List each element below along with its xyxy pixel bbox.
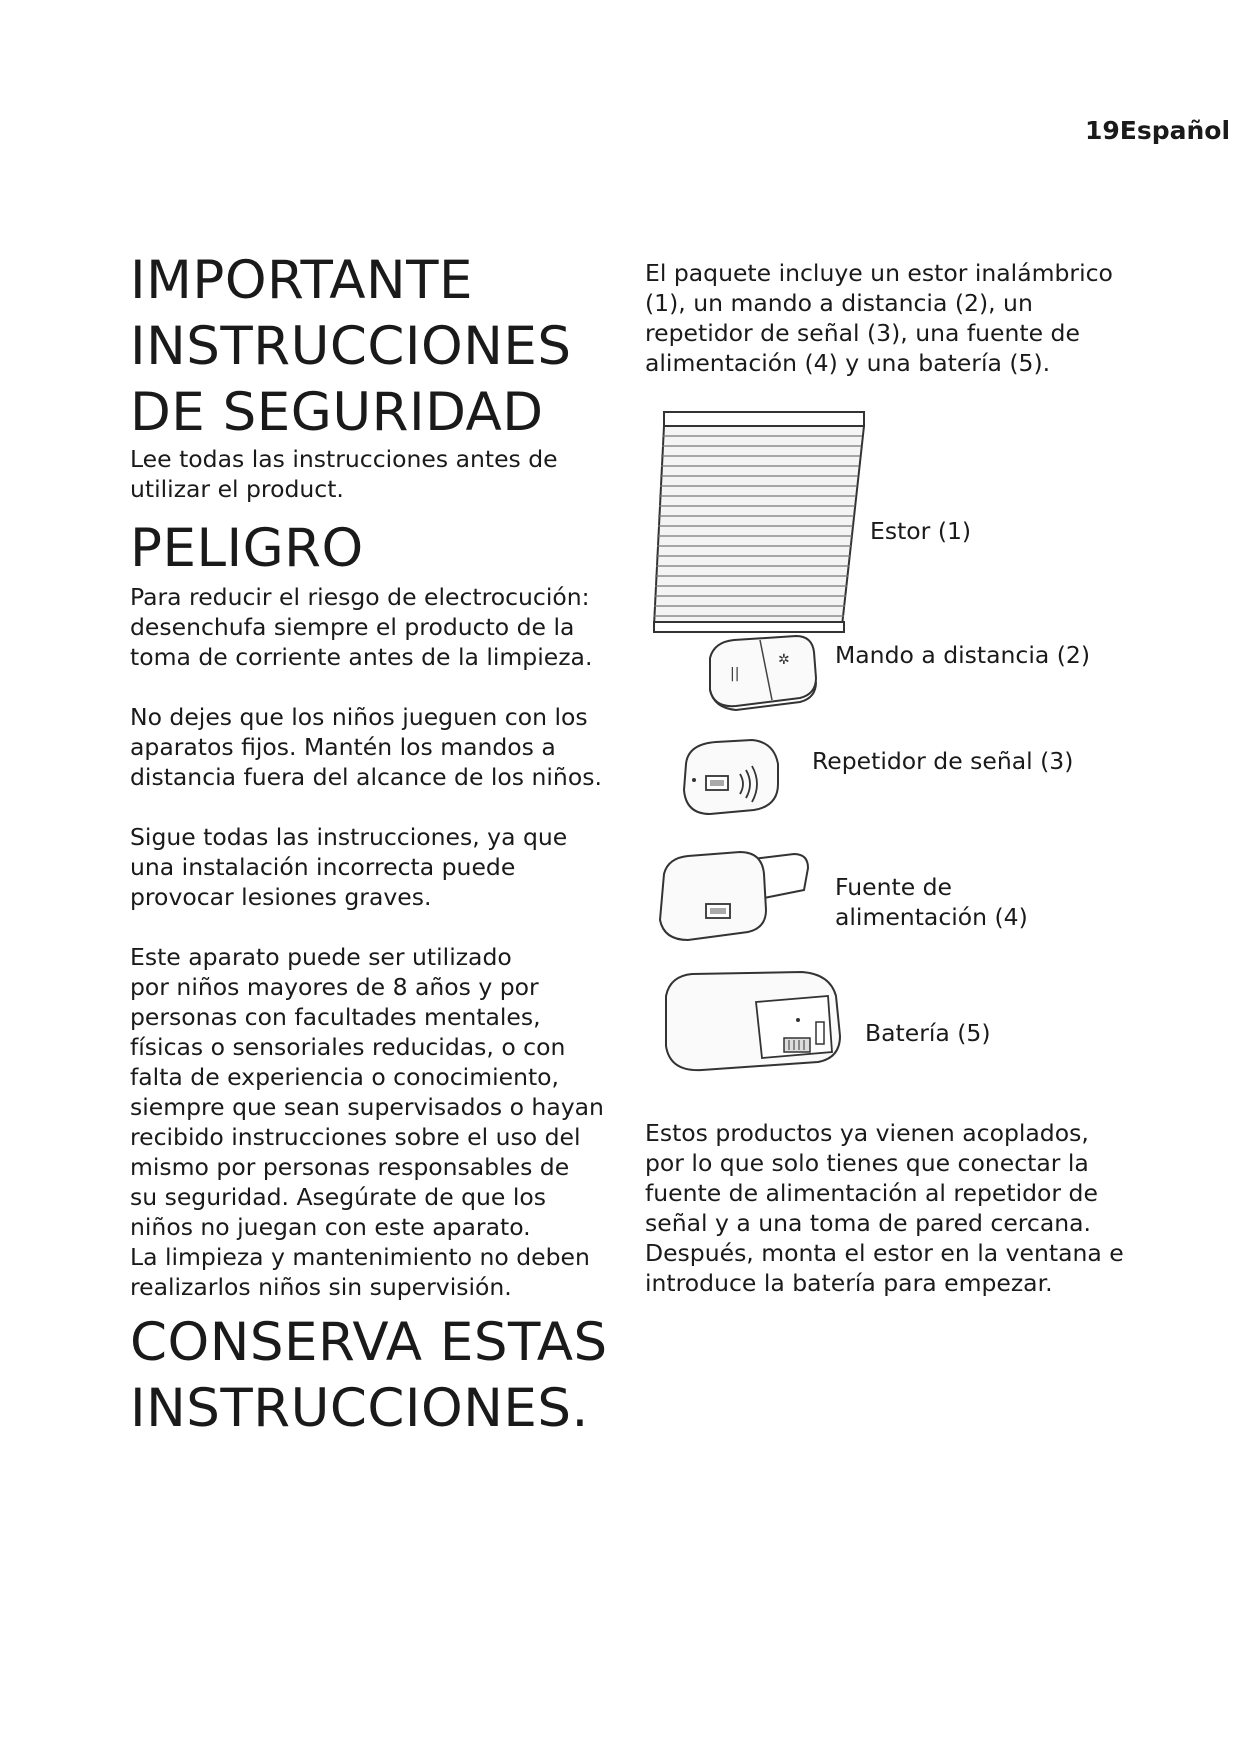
- keep-instructions-title: CONSERVA ESTAS INSTRUCCIONES.: [130, 1312, 608, 1439]
- page-number-language: 19Español: [1085, 116, 1231, 145]
- setup-instructions-block: [645, 1118, 1165, 1298]
- remote-control-icon: [700, 628, 820, 718]
- safety-column: [130, 248, 610, 1442]
- installation-warning: Sigue todas las instrucciones, ya que una instalación incorrecta puede provocar lesiones graves.: [130, 823, 568, 911]
- power-supply-icon: [644, 840, 814, 950]
- battery-icon: [652, 966, 852, 1076]
- safety-title: IMPORTANTE INSTRUCCIONES DE SEGURIDAD: [130, 250, 572, 443]
- package-contents-intro-block: [645, 258, 1165, 378]
- svg-text:✲: ✲: [778, 652, 790, 668]
- signal-repeater-label: Repetidor de señal (3): [812, 747, 1074, 775]
- svg-text:||: ||: [730, 666, 740, 682]
- setup-instructions: Estos productos ya vienen acoplados, por lo que solo tienes que conectar la fuente de alimentación al repetidor de señal y a una toma de pared cercana. Después, monta el estor en la ventana e introduce la batería para empezar.: [645, 1119, 1124, 1297]
- package-contents-intro: El paquete incluye un estor inalámbrico (1), un mando a distancia (2), un repetidor de señal (3), una fuente de alimentación (4) y una batería (5).: [645, 259, 1113, 377]
- children-warning: No dejes que los niños jueguen con los aparatos fijos. Mantén los mandos a distancia fuera del alcance de los niños.: [130, 703, 602, 791]
- remote-control-label: Mando a distancia (2): [835, 641, 1091, 669]
- electrocution-warning: Para reducir el riesgo de electrocución: desenchufa siempre el producto de la toma de corriente antes de la limpieza.: [130, 583, 593, 671]
- read-instructions-text: Lee todas las instrucciones antes de utilizar el product.: [130, 445, 558, 503]
- battery-label: Batería (5): [865, 1019, 991, 1047]
- blind-icon: [654, 408, 874, 638]
- power-supply-label: Fuente de alimentación (4): [835, 873, 1028, 931]
- signal-repeater-icon: [666, 734, 786, 824]
- package-contents-illustration: [640, 400, 1160, 1080]
- danger-title: PELIGRO: [130, 518, 364, 579]
- usage-restrictions: Este aparato puede ser utilizado por niños mayores de 8 años y por personas con facultades mentales, físicas o sensoriales reducidas, o con falta de experiencia o conocimiento, siempre que sean supervisados o hayan recibido instrucciones sobre el uso del mismo por personas responsables de su seguridad. Asegúrate de que los niños no juegan con este aparato. La limpieza y mantenimiento no deben realizarlos niños sin supervisión.: [130, 943, 604, 1301]
- blind-label: Estor (1): [870, 517, 972, 545]
